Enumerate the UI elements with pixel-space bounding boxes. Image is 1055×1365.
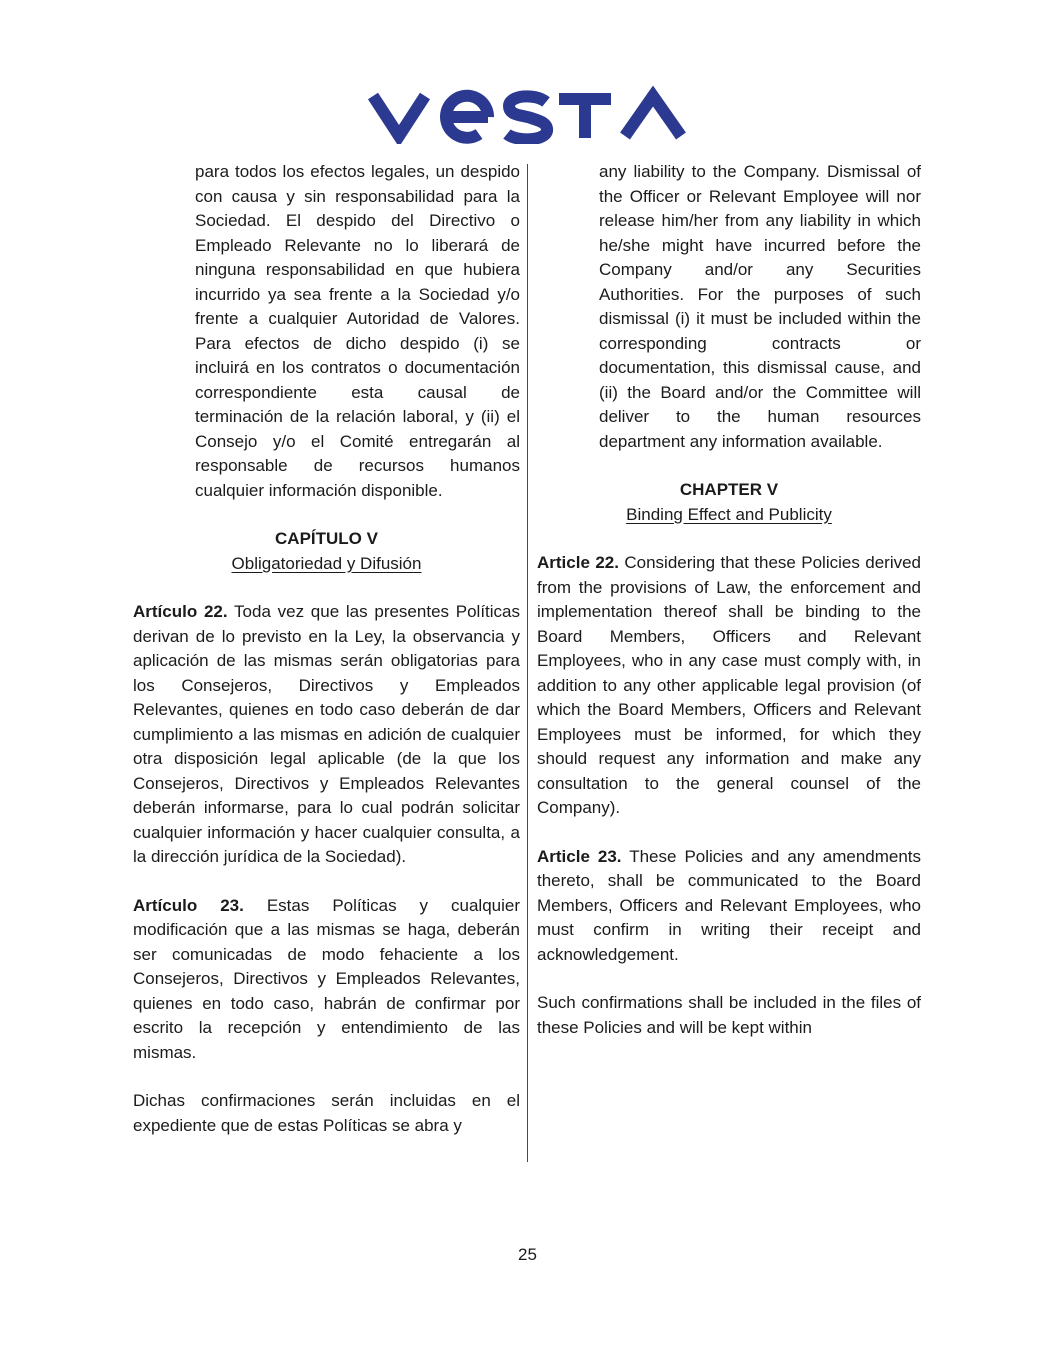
article-22-text-es: Toda vez que las presentes Políticas derivan de lo previsto en la Ley, la observancia y aplicación de las mismas serán obligatorias para los Consejeros, Directivos y Empleados Relevantes, quienes en todo caso deberán de dar cumplimiento a las mismas en adición de cualquier otra disposición legal aplicable (de la que los Consejeros, Directivos y Empleados Relevantes deberán informarse, para lo cual podrán solicitar cualquier información y hacer cualquier consulta, a la dirección jurídica de la Sociedad).	[133, 602, 520, 866]
chapter-title-es: CAPÍTULO V	[275, 529, 378, 548]
article-22-label-es: Artículo 22.	[133, 602, 228, 621]
article-23-label-es: Artículo 23.	[133, 895, 244, 915]
english-column	[537, 160, 921, 1162]
continuation-paragraph-es: para todos los efectos legales, un despido con causa y sin responsabilidad para la Sociedad. El despido del Directivo o Empleado Relevante no lo liberará de ninguna responsabilidad en que hubiera incurrido ya sea frente a la Sociedad y/o frente a cualquier Autoridad de Valores. Para efectos de dicho despido (i) se incluirá en los contratos o documentación correspondiente esta causal de terminación de la relación laboral, y (ii) el Consejo y/o el Comité entregarán al responsable de recursos humanos cualquier información disponible.	[195, 162, 520, 500]
two-column-content	[133, 160, 922, 1162]
continuation-paragraph-en: any liability to the Company. Dismissal of the Officer or Relevant Employee will nor release him/her from any liability in which he/she might have incurred before the Company and/or any Securities Authorities. For the purposes of such dismissal (i) it must be included within the corresponding contracts or documentation, this dismissal cause, and (ii) the Board and/or the Committee will deliver to the human resources department any information available.	[599, 162, 921, 451]
article-22-label-en: Article 22.	[537, 553, 619, 572]
article-23-label-en: Article 23.	[537, 846, 622, 866]
chapter-title-en: CHAPTER V	[679, 480, 779, 499]
closing-paragraph-es: Dichas confirmaciones serán incluidas en el expediente que de estas Políticas se abra y	[133, 1091, 520, 1135]
chapter-subtitle-en: Binding Effect and Publicity	[626, 504, 832, 524]
page-number: 25	[518, 1245, 537, 1264]
spanish-column	[133, 160, 520, 1162]
chapter-subtitle-es: Obligatoriedad y Difusión	[231, 553, 422, 573]
article-22-paragraph-en	[537, 551, 921, 821]
article-23-text-es: Estas Políticas y cualquier modificación que a las mismas se haga, deberán ser comunicadas de modo fehaciente a los Consejeros, Directivos y Empleados Relevantes, quienes en todo caso, habrán de confirmar por escrito la recepción y entendimiento de las mismas.	[133, 895, 520, 1062]
article-23-paragraph-es	[133, 894, 520, 1066]
article-22-text-en: Considering that these Policies derived from the provisions of Law, the enforcement and implementation thereof shall be binding to the Board Members, Officers and Relevant Employees, who in any case must comply with, in addition to any other applicable legal provision (of which the Board Members, Officers and Relevant Employees must be informed, for which they should request any information and make any consultation to the general counsel of the Company).	[537, 553, 922, 817]
vesta-logo	[0, 86, 1055, 144]
vesta-logo-graphic	[363, 86, 693, 144]
article-23-paragraph-en	[537, 845, 921, 968]
column-divider	[527, 164, 528, 1162]
closing-paragraph-en: Such confirmations shall be included in the files of these Policies and will be kept within	[537, 993, 921, 1037]
article-22-paragraph-es	[133, 600, 520, 870]
article-23-text-en: These Policies and any amendments thereto, shall be communicated to the Board Members, Officers and Relevant Employees, who must confirm in writing their receipt and acknowledgement.	[537, 846, 922, 964]
